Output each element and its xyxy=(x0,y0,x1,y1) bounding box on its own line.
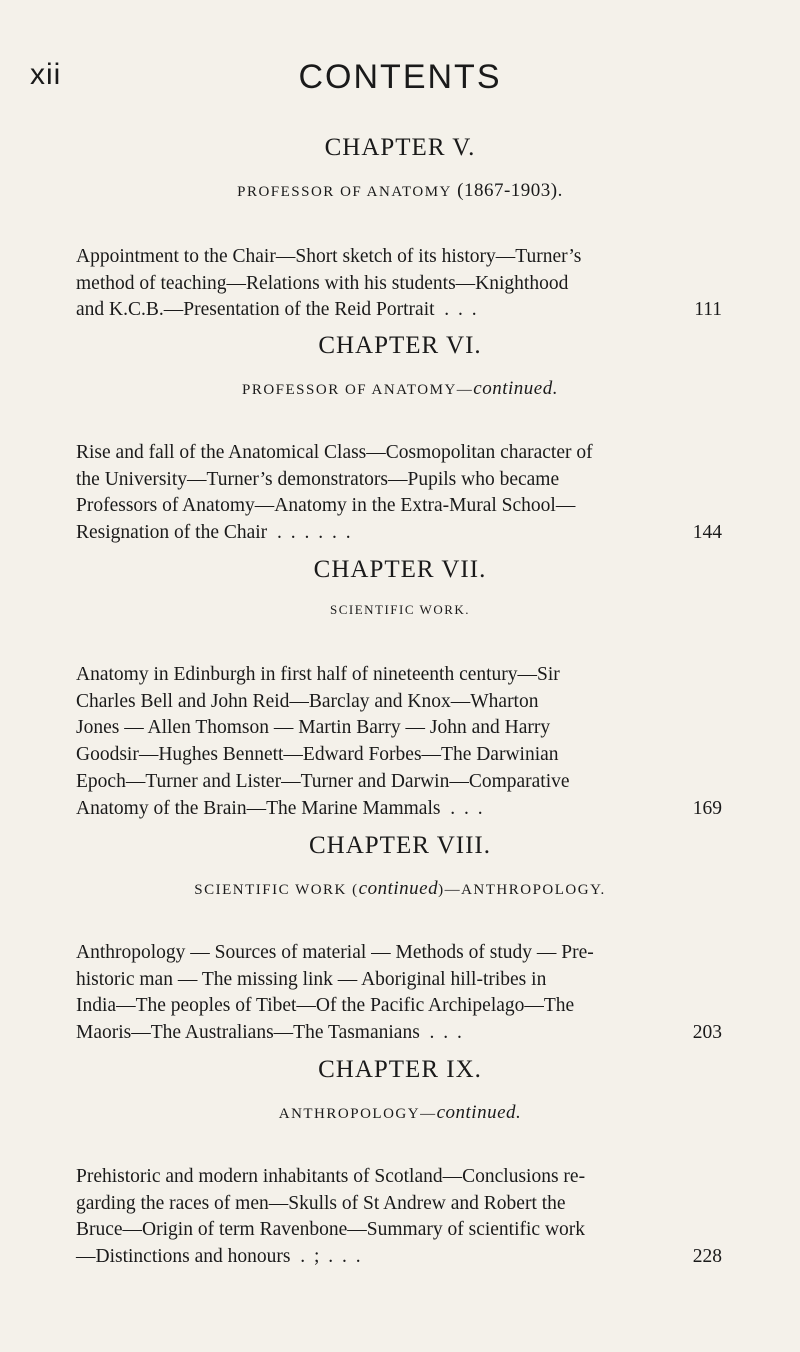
running-head xyxy=(0,58,800,98)
page-ref: 169 xyxy=(692,797,722,819)
entry-line: Goodsir—Hughes Bennett—Edward Forbes—The Darwinian xyxy=(76,744,559,766)
entry-last-line xyxy=(76,297,722,324)
running-title: CONTENTS xyxy=(298,58,502,96)
page-ref: 203 xyxy=(692,1022,722,1044)
entry-line: Resignation of the Chair xyxy=(76,522,268,544)
page-ref: 144 xyxy=(692,522,722,544)
entry-line: Charles Bell and John Reid—Barclay and Knox—Wharton xyxy=(76,690,539,712)
chapter-subtitle: SCIENTIFIC WORK. xyxy=(329,602,471,617)
entry-line: garding the races of men—Skulls of St Andrew and Robert the xyxy=(76,1192,566,1214)
entry-line: —Distinctions and honours xyxy=(76,1246,291,1268)
entry-line: Rise and fall of the Anatomical Class—Cosmopolitan character of xyxy=(76,442,593,463)
chapter-title: CHAPTER IX. xyxy=(318,1056,482,1083)
chapter-heading-viii xyxy=(0,832,800,900)
page-number: xii xyxy=(30,58,62,91)
entry-line: Epoch—Turner and Lister—Turner and Darwin—Comparative xyxy=(76,770,570,792)
page-ref: 111 xyxy=(694,299,722,321)
dot-leader: . ; . . . xyxy=(300,1246,363,1268)
entry-line: India—The peoples of Tibet—Of the Pacific Archipelago—The xyxy=(76,995,575,1017)
entry-line: Anthropology — Sources of material — Methods of study — Pre- xyxy=(76,942,594,963)
entry-line: historic man — The missing link — Aboriginal hill-tribes in xyxy=(76,968,547,990)
dot-leader: . . . . . . xyxy=(276,522,353,544)
entry-line: the University—Turner’s demonstrators—Pupils who became xyxy=(76,468,560,490)
chapter-heading-vii xyxy=(0,556,800,618)
chapter-heading-vi xyxy=(0,332,800,400)
chapter-subtitle: PROFESSOR OF ANATOMY (1867-1903). xyxy=(237,180,563,201)
toc-entry-chapter-viii[interactable] xyxy=(76,940,722,1047)
entry-line: Bruce—Origin of term Ravenbone—Summary of scientific work xyxy=(76,1219,586,1241)
chapter-title: CHAPTER VI. xyxy=(318,332,482,359)
toc-entry-chapter-ix[interactable] xyxy=(76,1164,722,1271)
chapter-subtitle: SCIENTIFIC WORK (continued)—ANTHROPOLOGY. xyxy=(194,878,606,899)
entry-last-line xyxy=(76,1020,722,1047)
entry-line: Anatomy in Edinburgh in first half of nineteenth century—Sir xyxy=(76,664,560,685)
chapter-subtitle: ANTHROPOLOGY—continued. xyxy=(278,1102,522,1123)
chapter-title: CHAPTER V. xyxy=(324,134,476,161)
entry-line: Anatomy of the Brain—The Marine Mammals xyxy=(76,797,441,819)
dot-leader: . . . xyxy=(450,797,485,819)
page-ref: 228 xyxy=(692,1246,722,1268)
chapter-title: CHAPTER VIII. xyxy=(309,832,491,859)
entry-line: Prehistoric and modern inhabitants of Scotland—Conclusions re- xyxy=(76,1166,586,1187)
entry-line: Professors of Anatomy—Anatomy in the Extra-Mural School— xyxy=(76,495,576,517)
entry-last-line xyxy=(76,1244,722,1271)
entry-line: Jones — Allen Thomson — Martin Barry — John and Harry xyxy=(76,717,551,739)
chapter-heading-ix xyxy=(0,1056,800,1124)
entry-line: and K.C.B.—Presentation of the Reid Portrait xyxy=(76,299,435,321)
entry-line: method of teaching—Relations with his students—Knighthood xyxy=(76,272,569,294)
dot-leader: . . . xyxy=(444,299,479,321)
entry-last-line xyxy=(76,796,722,823)
dot-leader: . . . xyxy=(429,1022,464,1044)
toc-entry-chapter-vi[interactable] xyxy=(76,440,722,547)
chapter-title: CHAPTER VII. xyxy=(313,556,487,583)
entry-line: Maoris—The Australians—The Tasmanians xyxy=(76,1022,420,1044)
chapter-heading-v xyxy=(0,134,800,202)
chapter-subtitle: PROFESSOR OF ANATOMY—continued. xyxy=(242,378,558,399)
toc-entry-chapter-v[interactable] xyxy=(76,244,722,324)
toc-entry-chapter-vii[interactable] xyxy=(76,662,722,822)
entry-line: Appointment to the Chair—Short sketch of its history—Turner’s xyxy=(76,246,582,267)
entry-last-line xyxy=(76,520,722,547)
